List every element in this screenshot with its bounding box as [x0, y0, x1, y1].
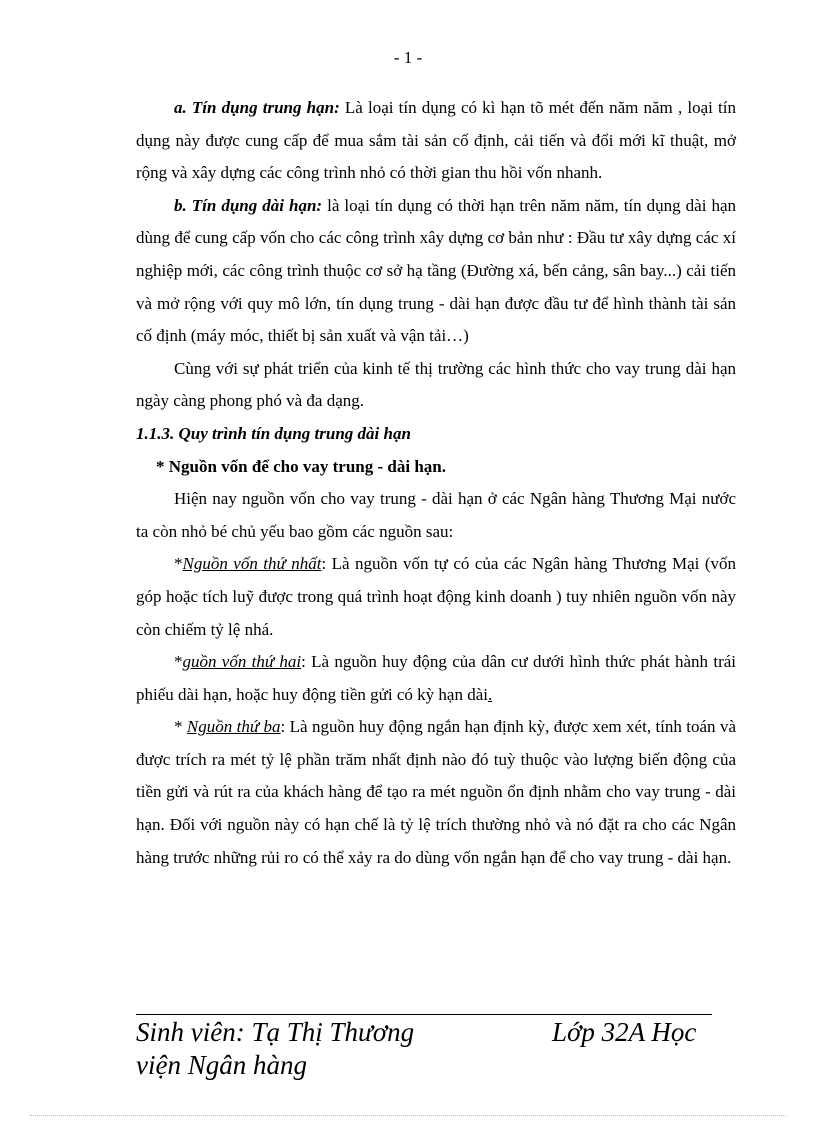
paragraph-medium-term-credit: [136, 92, 736, 190]
paragraph-long-term-credit: [136, 190, 736, 353]
section-heading: 1.1.3. Quy trình tín dụng trung dài hạn: [136, 423, 411, 443]
subsection-heading: * Nguồn vốn để cho vay trung - dài hạn.: [156, 456, 447, 476]
source-label: Nguồn thứ ba: [186, 717, 281, 737]
paragraph-source-three: [136, 711, 736, 874]
page-bottom-border: [30, 1115, 786, 1116]
source-label: guồn vốn thứ hai: [182, 652, 302, 672]
source-label: Nguồn vốn thứ nhất: [182, 554, 322, 574]
paragraph-development: Cùng với sự phát triển của kinh tế thị trường các hình thức cho vay trung dài hạn ngày càng phong phó và đa dạng.: [136, 358, 736, 411]
paragraph-text: là loại tín dụng có thời hạn trên năm năm, tín dụng dài hạn dùng để cung cấp vốn cho các công trình xây dựng cơ bản như : Đầu tư xây dựng các xí nghiệp mới, các công trình thuộc cơ sở hạ tầng (Đường xá, bến cảng, sân bay...) cải tiến và mở rộng với quy mô lớn, tín dụng trung - dài hạn được đầu tư để hình thành tài sản cố định (máy móc, thiết bị sản xuất và vận tải…): [136, 195, 736, 346]
footer-institution: viện Ngân hàng: [136, 1050, 307, 1080]
paragraph-text: : Là nguồn huy động ngắn hạn định kỳ, được xem xét, tính toán và được trích ra mét tỷ lệ phần trăm nhất định nào đó tuỳ thuộc vào lượng biến động của tiền gửi và rút ra của khách hàng để tạo ra mét nguồn ổn định nhằm cho vay trung - dài hạn. Đối với nguồn này có hạn chế là tỷ lệ trích thường nhỏ và nó đặt ra cho các Ngân hàng trước những rủi ro có thể xảy ra do dùng vốn ngắn hạn để cho vay trung - dài hạn.: [136, 717, 736, 867]
bullet-mark: *: [174, 652, 183, 672]
paragraph-text: : Là nguồn vốn tự có của các Ngân hàng Thương Mại (vốn góp hoặc tích luỹ được trong quá trình hoạt động kinh doanh ) tuy nhiên nguồn vốn này còn chiếm tỷ lệ nhá.: [136, 554, 736, 639]
paragraph-source-one: [136, 548, 736, 646]
document-body: [136, 92, 736, 874]
bullet-mark: *: [174, 554, 183, 574]
paragraph-text: Là loại tín dụng có kì hạn tõ mét đến năm năm , loại tín dụng này được cung cấp để mua sắm tài sản cố định, cải tiến và đổi mới kĩ thuật, mở rộng và xây dựng các công trình nhỏ có thời gian thu hồi vốn nhanh.: [136, 98, 736, 183]
footer-class: Lớp 32A Học: [552, 1017, 697, 1047]
page-number: - 1 -: [393, 48, 423, 67]
paragraph-text: : Là nguồn huy động của dân cư dưới hình thức phát hành trái phiếu dài hạn, hoặc huy động tiền gửi có kỳ hạn dài: [136, 652, 736, 704]
paragraph-sources-intro: Hiện nay nguồn vốn cho vay trung - dài hạn ở các Ngân hàng Thương Mại nước ta còn nhỏ bé chủ yếu bao gồm các nguồn sau:: [136, 489, 736, 541]
paragraph-source-two: [136, 646, 736, 711]
term-label: b. Tín dụng dài hạn:: [174, 195, 323, 215]
term-label: a. Tín dụng trung hạn:: [174, 98, 340, 117]
footer-divider: [136, 1014, 712, 1015]
footer-student: Sinh viên: Tạ Thị Thương: [136, 1017, 415, 1047]
page-footer: [136, 1016, 716, 1082]
bullet-mark: *: [174, 717, 187, 737]
paragraph-end-mark: .: [487, 684, 493, 704]
